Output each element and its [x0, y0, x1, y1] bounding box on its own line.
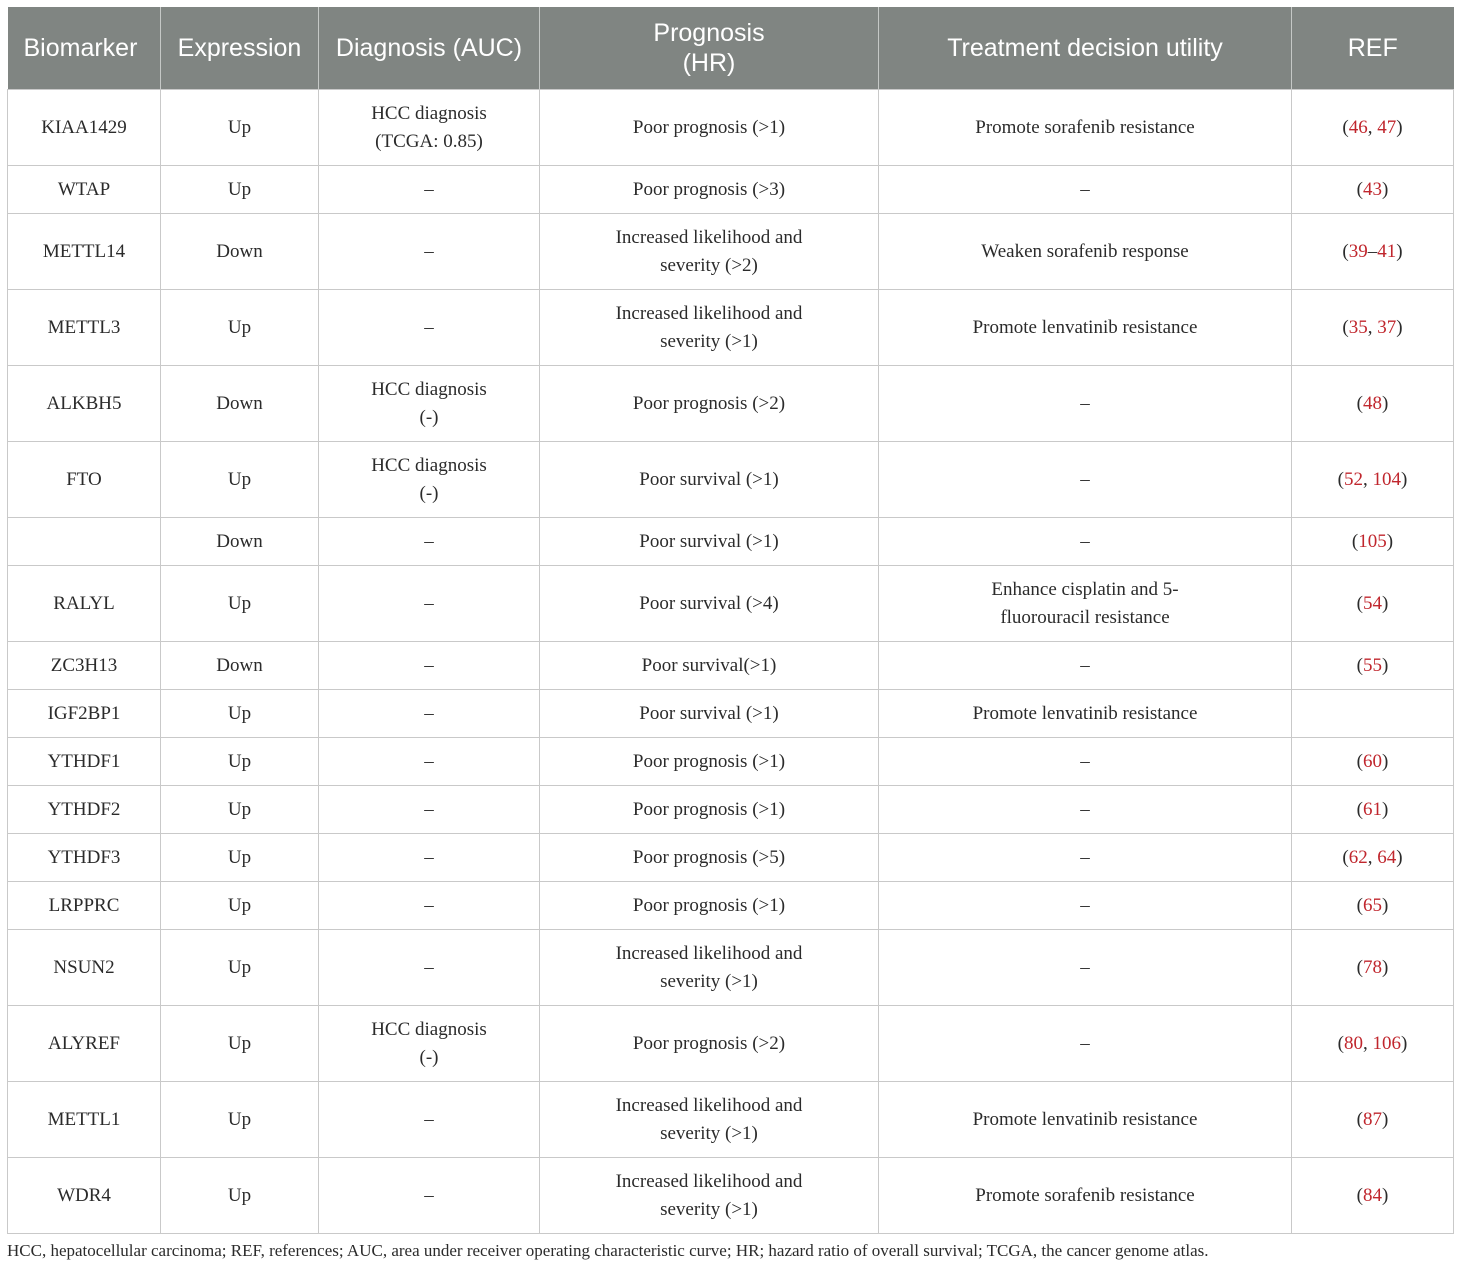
cell-prognosis: Poor prognosis (>3) — [540, 166, 879, 214]
ref-link[interactable]: 60 — [1363, 750, 1382, 772]
table-row — [8, 166, 1454, 214]
ref-link[interactable]: 80 — [1344, 1032, 1363, 1054]
cell-ref: (35, 37) — [1292, 290, 1454, 366]
cell-biomarker — [8, 518, 161, 566]
ref-link[interactable]: 84 — [1363, 1184, 1382, 1206]
cell-prognosis: Poor prognosis (>5) — [540, 834, 879, 882]
cell-expression: Up — [161, 1082, 319, 1158]
table-row — [8, 642, 1454, 690]
cell-ref: (105) — [1292, 518, 1454, 566]
cell-prognosis: Poor survival (>1) — [540, 690, 879, 738]
cell-diagnosis: – — [319, 930, 540, 1006]
cell-treatment: Promote lenvatinib resistance — [879, 690, 1292, 738]
cell-diagnosis: – — [319, 738, 540, 786]
table-row — [8, 882, 1454, 930]
cell-ref: (48) — [1292, 366, 1454, 442]
cell-prognosis: Increased likelihood and severity (>1) — [540, 930, 879, 1006]
cell-diagnosis: HCC diagnosis (-) — [319, 1006, 540, 1082]
table-row — [8, 214, 1454, 290]
cell-biomarker: RALYL — [8, 566, 161, 642]
ref-link[interactable]: 47 — [1377, 116, 1397, 138]
cell-treatment: – — [879, 1006, 1292, 1082]
cell-ref — [1292, 690, 1454, 738]
ref-link[interactable]: 48 — [1363, 392, 1382, 414]
cell-ref: (62, 64) — [1292, 834, 1454, 882]
ref-link[interactable]: 105 — [1358, 530, 1387, 552]
table-row — [8, 366, 1454, 442]
cell-diagnosis: HCC diagnosis (-) — [319, 442, 540, 518]
cell-expression: Down — [161, 518, 319, 566]
ref-link[interactable]: 87 — [1363, 1108, 1382, 1130]
cell-diagnosis: – — [319, 834, 540, 882]
header-prognosis: Prognosis (HR) — [540, 7, 879, 90]
cell-prognosis: Increased likelihood and severity (>1) — [540, 1082, 879, 1158]
cell-prognosis: Increased likelihood and severity (>1) — [540, 1158, 879, 1234]
cell-biomarker: NSUN2 — [8, 930, 161, 1006]
cell-expression: Up — [161, 930, 319, 1006]
cell-prognosis: Poor survival (>1) — [540, 518, 879, 566]
cell-expression: Up — [161, 442, 319, 518]
ref-link[interactable]: 55 — [1363, 654, 1382, 676]
cell-diagnosis: – — [319, 1082, 540, 1158]
cell-treatment: – — [879, 786, 1292, 834]
cell-prognosis: Poor prognosis (>1) — [540, 786, 879, 834]
cell-prognosis: Poor survival (>1) — [540, 442, 879, 518]
cell-treatment: Promote lenvatinib resistance — [879, 1082, 1292, 1158]
ref-link[interactable]: 54 — [1363, 592, 1382, 614]
header-row — [8, 7, 1454, 90]
cell-treatment: – — [879, 882, 1292, 930]
biomarker-table — [7, 7, 1454, 1234]
cell-biomarker: KIAA1429 — [8, 90, 161, 166]
cell-expression: Up — [161, 834, 319, 882]
table-row — [8, 1082, 1454, 1158]
cell-ref: (52, 104) — [1292, 442, 1454, 518]
cell-ref: (60) — [1292, 738, 1454, 786]
cell-prognosis: Poor survival(>1) — [540, 642, 879, 690]
cell-ref: (55) — [1292, 642, 1454, 690]
cell-prognosis: Increased likelihood and severity (>2) — [540, 214, 879, 290]
cell-biomarker: YTHDF2 — [8, 786, 161, 834]
cell-ref: (54) — [1292, 566, 1454, 642]
cell-biomarker: ALYREF — [8, 1006, 161, 1082]
table-row — [8, 786, 1454, 834]
ref-link[interactable]: 37 — [1377, 316, 1397, 338]
ref-link[interactable]: 65 — [1363, 894, 1382, 916]
cell-treatment: – — [879, 442, 1292, 518]
cell-treatment: – — [879, 738, 1292, 786]
cell-biomarker: IGF2BP1 — [8, 690, 161, 738]
cell-diagnosis: – — [319, 882, 540, 930]
cell-ref: (46, 47) — [1292, 90, 1454, 166]
table-row — [8, 1158, 1454, 1234]
cell-diagnosis: – — [319, 642, 540, 690]
table-body — [8, 90, 1454, 1234]
table-container — [7, 7, 1453, 1234]
cell-biomarker: YTHDF3 — [8, 834, 161, 882]
cell-biomarker: YTHDF1 — [8, 738, 161, 786]
cell-biomarker: METTL3 — [8, 290, 161, 366]
table-row — [8, 1006, 1454, 1082]
ref-link[interactable]: 35 — [1348, 316, 1368, 338]
cell-diagnosis: HCC diagnosis (-) — [319, 366, 540, 442]
header-diagnosis: Diagnosis (AUC) — [319, 7, 540, 90]
cell-treatment: – — [879, 166, 1292, 214]
cell-biomarker: LRPPRC — [8, 882, 161, 930]
ref-link[interactable]: 41 — [1377, 240, 1397, 262]
cell-treatment: Promote sorafenib resistance — [879, 90, 1292, 166]
cell-treatment: – — [879, 642, 1292, 690]
header-treatment: Treatment decision utility — [879, 7, 1292, 90]
cell-expression: Up — [161, 90, 319, 166]
header-biomarker: Biomarker — [8, 7, 161, 90]
ref-link[interactable]: 106 — [1372, 1032, 1401, 1054]
table-row — [8, 690, 1454, 738]
table-row — [8, 90, 1454, 166]
cell-prognosis: Poor prognosis (>2) — [540, 366, 879, 442]
cell-prognosis: Poor survival (>4) — [540, 566, 879, 642]
ref-link[interactable]: 52 — [1344, 468, 1363, 490]
cell-biomarker: WTAP — [8, 166, 161, 214]
cell-biomarker: FTO — [8, 442, 161, 518]
table-row — [8, 834, 1454, 882]
cell-diagnosis: – — [319, 290, 540, 366]
cell-biomarker: ZC3H13 — [8, 642, 161, 690]
cell-treatment: – — [879, 366, 1292, 442]
cell-ref: (61) — [1292, 786, 1454, 834]
cell-prognosis: Poor prognosis (>2) — [540, 1006, 879, 1082]
cell-expression: Up — [161, 1006, 319, 1082]
cell-biomarker: METTL14 — [8, 214, 161, 290]
table-row — [8, 566, 1454, 642]
table-row — [8, 738, 1454, 786]
header-expression: Expression — [161, 7, 319, 90]
cell-expression: Up — [161, 738, 319, 786]
ref-link[interactable]: 62 — [1348, 846, 1368, 868]
cell-diagnosis: – — [319, 166, 540, 214]
cell-expression: Up — [161, 690, 319, 738]
cell-expression: Up — [161, 290, 319, 366]
cell-prognosis: Poor prognosis (>1) — [540, 90, 879, 166]
cell-expression: Down — [161, 366, 319, 442]
ref-link[interactable]: 104 — [1372, 468, 1401, 490]
cell-expression: Up — [161, 882, 319, 930]
cell-treatment: Promote lenvatinib resistance — [879, 290, 1292, 366]
ref-link[interactable]: 43 — [1363, 178, 1382, 200]
cell-diagnosis: – — [319, 214, 540, 290]
ref-link[interactable]: 61 — [1363, 798, 1382, 820]
cell-ref: (65) — [1292, 882, 1454, 930]
ref-link[interactable]: 64 — [1377, 846, 1397, 868]
cell-treatment: – — [879, 834, 1292, 882]
cell-prognosis: Increased likelihood and severity (>1) — [540, 290, 879, 366]
table-row — [8, 290, 1454, 366]
cell-diagnosis: – — [319, 566, 540, 642]
cell-expression: Down — [161, 642, 319, 690]
cell-ref: (78) — [1292, 930, 1454, 1006]
cell-expression: Down — [161, 214, 319, 290]
cell-diagnosis: – — [319, 786, 540, 834]
cell-expression: Up — [161, 166, 319, 214]
table-footnote: HCC, hepatocellular carcinoma; REF, references; AUC, area under receiver operating characteristic curve; HR; hazard ratio of overall survival; TCGA, the cancer genome atlas. — [7, 1241, 1209, 1260]
cell-ref: (84) — [1292, 1158, 1454, 1234]
cell-prognosis: Poor prognosis (>1) — [540, 738, 879, 786]
table-row — [8, 930, 1454, 1006]
cell-expression: Up — [161, 566, 319, 642]
cell-ref: (87) — [1292, 1082, 1454, 1158]
ref-link[interactable]: 39 — [1348, 240, 1368, 262]
cell-prognosis: Poor prognosis (>1) — [540, 882, 879, 930]
header-ref: REF — [1292, 7, 1454, 90]
cell-ref: (43) — [1292, 166, 1454, 214]
cell-biomarker: WDR4 — [8, 1158, 161, 1234]
cell-expression: Up — [161, 1158, 319, 1234]
table-row — [8, 518, 1454, 566]
cell-diagnosis: – — [319, 1158, 540, 1234]
ref-link[interactable]: 46 — [1348, 116, 1368, 138]
cell-diagnosis: HCC diagnosis (TCGA: 0.85) — [319, 90, 540, 166]
cell-diagnosis: – — [319, 690, 540, 738]
cell-treatment: Promote sorafenib resistance — [879, 1158, 1292, 1234]
cell-biomarker: ALKBH5 — [8, 366, 161, 442]
table-row — [8, 442, 1454, 518]
cell-ref: (39–41) — [1292, 214, 1454, 290]
cell-treatment: – — [879, 518, 1292, 566]
ref-link[interactable]: 78 — [1363, 956, 1382, 978]
cell-biomarker: METTL1 — [8, 1082, 161, 1158]
cell-treatment: Weaken sorafenib response — [879, 214, 1292, 290]
cell-ref: (80, 106) — [1292, 1006, 1454, 1082]
cell-treatment: Enhance cisplatin and 5- fluorouracil resistance — [879, 566, 1292, 642]
cell-treatment: – — [879, 930, 1292, 1006]
cell-expression: Up — [161, 786, 319, 834]
cell-diagnosis: – — [319, 518, 540, 566]
